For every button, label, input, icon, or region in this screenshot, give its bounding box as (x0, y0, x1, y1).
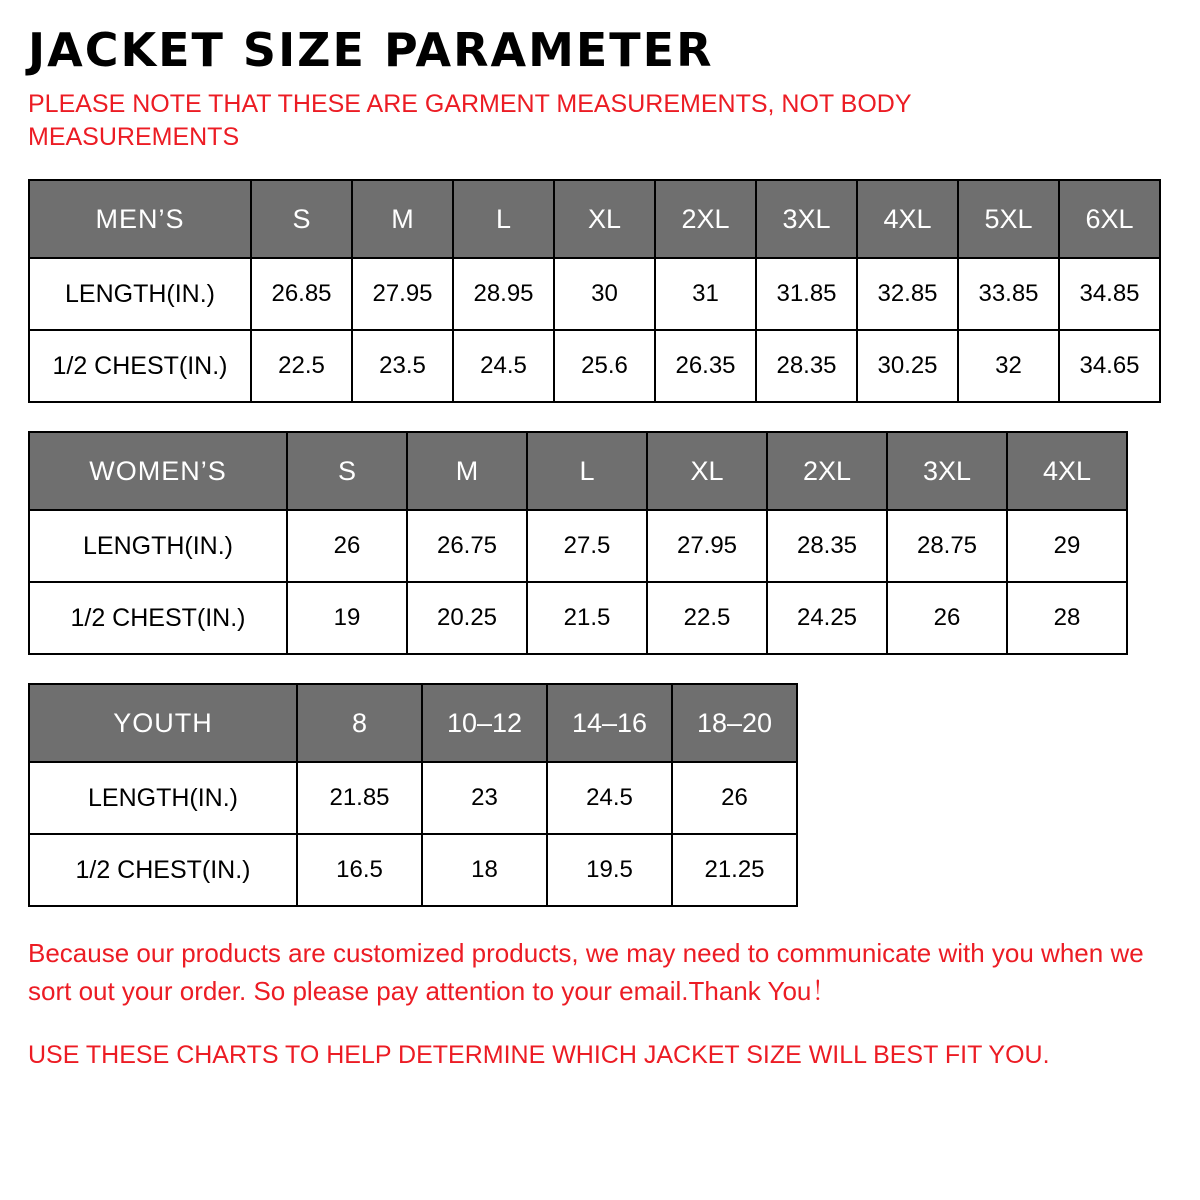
womens-size-header: L (527, 432, 647, 510)
cell-value: 31 (655, 258, 756, 330)
cell-value: 33.85 (958, 258, 1059, 330)
row-label: 1/2 CHEST(IN.) (29, 834, 297, 906)
cell-value: 32 (958, 330, 1059, 402)
row-label: LENGTH(IN.) (29, 510, 287, 582)
cell-value: 16.5 (297, 834, 422, 906)
mens-size-header: 4XL (857, 180, 958, 258)
cell-value: 28.35 (767, 510, 887, 582)
mens-size-header: M (352, 180, 453, 258)
cell-value: 18 (422, 834, 547, 906)
measurement-note: PLEASE NOTE THAT THESE ARE GARMENT MEASUREMENTS, NOT BODY MEASUREMENTS (28, 90, 912, 151)
mens-size-table (28, 179, 1161, 403)
cell-value: 19.5 (547, 834, 672, 906)
table-row (29, 258, 1160, 330)
womens-size-header: M (407, 432, 527, 510)
table-row (29, 330, 1160, 402)
youth-size-header: 8 (297, 684, 422, 762)
mens-size-header: 5XL (958, 180, 1059, 258)
chart-usage-notice: USE THESE CHARTS TO HELP DETERMINE WHICH JACKET SIZE WILL BEST FIT YOU. (28, 1040, 1050, 1069)
cell-value: 28.35 (756, 330, 857, 402)
cell-value: 31.85 (756, 258, 857, 330)
cell-value: 28.95 (453, 258, 554, 330)
page-title: JACKET SIZE PARAMETER (28, 23, 714, 77)
cell-value: 27.95 (352, 258, 453, 330)
table-header-row (29, 684, 797, 762)
cell-value: 34.85 (1059, 258, 1160, 330)
cell-value: 26 (887, 582, 1007, 654)
table-header-row (29, 180, 1160, 258)
cell-value: 28 (1007, 582, 1127, 654)
table-row (29, 582, 1127, 654)
row-label: 1/2 CHEST(IN.) (29, 582, 287, 654)
cell-value: 22.5 (647, 582, 767, 654)
cell-value: 27.5 (527, 510, 647, 582)
mens-size-header: 3XL (756, 180, 857, 258)
youth-size-header: 10–12 (422, 684, 547, 762)
cell-value: 26.35 (655, 330, 756, 402)
table-row (29, 762, 797, 834)
cell-value: 26 (287, 510, 407, 582)
cell-value: 29 (1007, 510, 1127, 582)
cell-value: 20.25 (407, 582, 527, 654)
womens-table-label: WOMEN’S (29, 432, 287, 510)
cell-value: 30 (554, 258, 655, 330)
youth-size-table (28, 683, 798, 907)
womens-size-header: XL (647, 432, 767, 510)
mens-size-header: 6XL (1059, 180, 1160, 258)
cell-value: 21.85 (297, 762, 422, 834)
cell-value: 34.65 (1059, 330, 1160, 402)
cell-value: 32.85 (857, 258, 958, 330)
mens-size-header: L (453, 180, 554, 258)
table-header-row (29, 432, 1127, 510)
womens-size-table (28, 431, 1128, 655)
cell-value: 26.75 (407, 510, 527, 582)
customization-notice: Because our products are customized products, we may need to communicate with you when we sort out your order. So please pay attention to your email.Thank You！ (28, 938, 1144, 1006)
womens-size-header: 2XL (767, 432, 887, 510)
cell-value: 19 (287, 582, 407, 654)
cell-value: 26.85 (251, 258, 352, 330)
youth-size-header: 14–16 (547, 684, 672, 762)
mens-table-label: MEN’S (29, 180, 251, 258)
cell-value: 28.75 (887, 510, 1007, 582)
womens-size-header: 3XL (887, 432, 1007, 510)
cell-value: 27.95 (647, 510, 767, 582)
cell-value: 25.6 (554, 330, 655, 402)
youth-table-label: YOUTH (29, 684, 297, 762)
cell-value: 30.25 (857, 330, 958, 402)
womens-size-header: 4XL (1007, 432, 1127, 510)
cell-value: 26 (672, 762, 797, 834)
cell-value: 23.5 (352, 330, 453, 402)
cell-value: 24.5 (547, 762, 672, 834)
cell-value: 21.25 (672, 834, 797, 906)
cell-value: 21.5 (527, 582, 647, 654)
cell-value: 24.5 (453, 330, 554, 402)
row-label: LENGTH(IN.) (29, 258, 251, 330)
youth-size-header: 18–20 (672, 684, 797, 762)
mens-size-header: XL (554, 180, 655, 258)
table-row (29, 510, 1127, 582)
row-label: LENGTH(IN.) (29, 762, 297, 834)
womens-size-header: S (287, 432, 407, 510)
cell-value: 22.5 (251, 330, 352, 402)
cell-value: 24.25 (767, 582, 887, 654)
mens-size-header: 2XL (655, 180, 756, 258)
mens-size-header: S (251, 180, 352, 258)
row-label: 1/2 CHEST(IN.) (29, 330, 251, 402)
cell-value: 23 (422, 762, 547, 834)
table-row (29, 834, 797, 906)
